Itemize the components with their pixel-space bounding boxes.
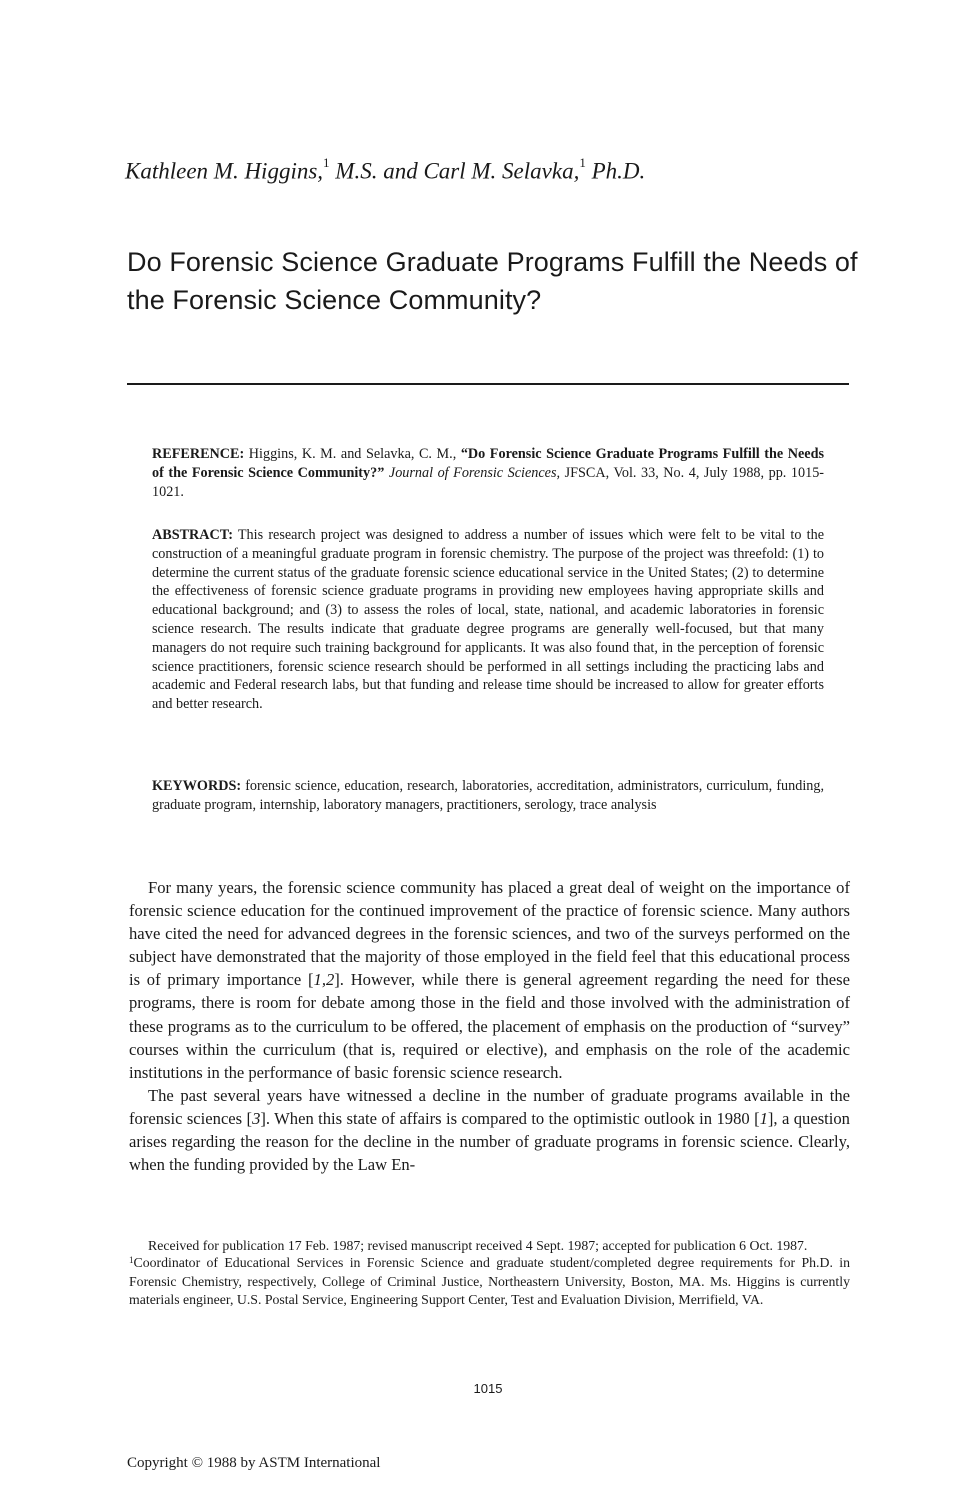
author-line <box>125 155 646 185</box>
citation: 1 <box>759 1108 768 1128</box>
author-conjunction: and <box>383 158 418 184</box>
footnote-received: Received for publication 17 Feb. 1987; revised manuscript received 4 Sept. 1987; accepted for publication 6 Oct. 1987. <box>148 1238 808 1253</box>
reference-details: JFSCA, Vol. 33, No. 4, July 1988, pp. 1015-1021. <box>152 464 825 500</box>
reference-authors: Higgins, K. M. and Selavka, C. M., <box>248 446 457 462</box>
abstract-text: This research project was designed to address a number of issues which were felt to be vital to the construction of a meaningful graduate program in forensic chemistry. The purpose of the project was threefold: (1) to determine the current status of the graduate forensic science educational service in the United States; (2) to determine the effectiveness of forensic science graduate programs in providing new employees having appropriate skills and educational background; and (3) to assess the roles of local, state, national, and academic laboratories in forensic science research. The results indicate that graduate degree programs are generally well-focused, but that many managers do not require such training background for applicants. It was also found that, in the perception of forensic science practitioners, forensic science research should be performed in all settings including the practicing labs and academic and Federal research labs, but that funding and release time should be increased to allow for greater efforts and better research. <box>152 527 824 713</box>
body-paragraph-2-text: The past several years have witnessed a decline in the number of graduate programs available in the forensic sciences [ <box>129 1085 850 1128</box>
body-paragraph-2-text-end: ], a question arises regarding the reason for the decline in the number of graduate programs in forensic science. Clearly, when the funding provided by the Law En- <box>129 1108 850 1175</box>
author-1-degree: M.S. <box>335 158 378 184</box>
body-paragraph-1-text-cont: ]. However, while there is general agreement regarding the need for these programs, there is room for debate among those in the field and those involved with the administration of these programs as to the curriculum to be offered, the placement of emphasis on the production of “survey” courses within the curriculum (that is, required or elective), and emphasis on the role of the academic institutions in the performance of basic forensic science research. <box>129 970 850 1082</box>
title-divider <box>127 383 849 385</box>
body-paragraph-1 <box>129 876 850 1084</box>
citation: 1,2 <box>313 970 335 990</box>
reference-article-title: “Do Forensic Science Graduate Programs Fulfill the Needs of the Forensic Science Community?” <box>152 446 824 481</box>
footnote-mark: 1 <box>129 1255 134 1266</box>
author-2-name: Carl M. Selavka, <box>423 158 580 184</box>
copyright-notice: Copyright © 1988 by ASTM International <box>127 1455 381 1471</box>
author-2-footnote-mark: 1 <box>579 155 586 170</box>
keywords-block <box>152 777 824 815</box>
footnote-affiliation <box>129 1254 850 1308</box>
body-paragraph-2-text-cont: ]. When this state of affairs is compared to the optimistic outlook in 1980 [ <box>260 1108 760 1128</box>
body-paragraph-2 <box>129 1084 850 1176</box>
keywords-text: forensic science, education, research, laboratories, accreditation, administrators, curriculum, funding, graduate program, internship, laboratory managers, practitioners, serology, trace analysis <box>152 778 824 813</box>
footnotes <box>129 1237 850 1308</box>
author-1-footnote-mark: 1 <box>323 155 330 170</box>
citation: 3 <box>252 1108 261 1128</box>
abstract-block <box>152 526 824 714</box>
body-text <box>129 876 850 1176</box>
footnote-affiliation-text: Coordinator of Educational Services in Forensic Science and graduate student/completed degree requirements for Ph.D. in Forensic Chemistry, respectively, College of Criminal Justice, Northeastern University, Boston, MA. Ms. Higgins is currently materials engineer, U.S. Postal Service, Engineering Support Center, Test and Evaluation Division, Merrifield, VA. <box>129 1255 850 1307</box>
reference-journal: Journal of Forensic Sciences, <box>388 464 561 481</box>
abstract-label: ABSTRACT: <box>152 527 233 543</box>
reference-label: REFERENCE: <box>152 446 245 462</box>
author-2-degree: Ph.D. <box>591 158 646 184</box>
paper-title: Do Forensic Science Graduate Programs Fulfill the Needs of the Forensic Science Community? <box>127 247 858 315</box>
body-paragraph-1-text: For many years, the forensic science community has placed a great deal of weight on the importance of forensic science education for the continued improvement of the practice of forensic science. Many authors have cited the need for advanced degrees in the forensic sciences, and two of the surveys performed on the subject have demonstrated that the majority of those employed in the field feel that this educational process is of primary importance [ <box>129 878 850 990</box>
page-number: 1015 <box>473 1381 503 1396</box>
reference-block <box>152 445 824 501</box>
author-1-name: Kathleen M. Higgins, <box>125 158 324 184</box>
keywords-label: KEYWORDS: <box>152 778 242 794</box>
